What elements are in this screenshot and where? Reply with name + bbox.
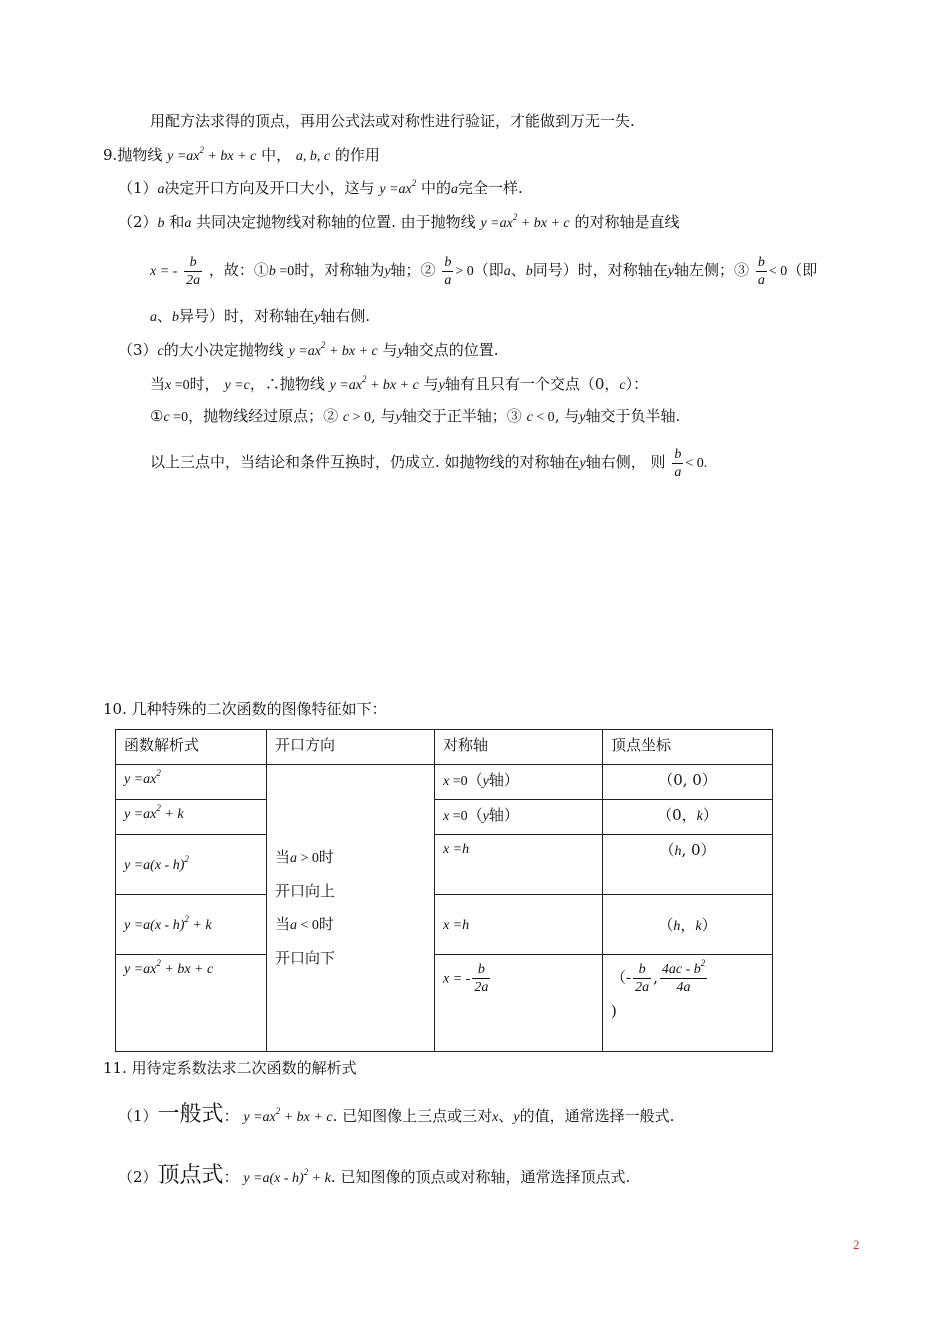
section-9-point-3-line-2: 当x =0时， y =c，∴抛物线 $y =ax^2$ + bx + c 与y轴有且只有一个交点（0，c）： [150,374,649,393]
page-number: 2 [853,1237,860,1252]
table-row: （- $\frac{b}{2a}$ , $\frac{4ac - b^2}{4a}$ ) [603,955,773,1052]
table-row: （0, 0） [603,765,773,800]
quadratic-features-table [115,729,773,1052]
table-row: x = - $\frac{b}{2a}$ [435,955,603,1052]
table-row: （h，k） [603,895,773,955]
table-row: $y =ax^2$ + bx + c [116,955,267,1052]
section-11-vertex-form: （2）顶点式： y =a(x - h)$^2$ + k. 已知图像的顶点或对称轴，通常选择顶点式. [118,1163,631,1188]
table-row: y =a(x - h)$^2$ + k [116,895,267,955]
table-row: $y =ax^2$ [116,765,267,800]
table-row: $y =ax^2 + k$ [116,800,267,835]
section-9-point-3-line-3: ①c =0，抛物线经过原点；② c > 0, 与y轴交于正半轴；③ c < 0, 与y轴交于负半轴. [150,407,681,425]
opening-direction-cell: 当a > 0时 开口向上 当a < 0时 开口向下 [267,765,435,1052]
section-10-title: 10. 几种特殊的二次函数的图像特征如下： [103,700,387,718]
table-row: y =a(x - h)$^2$ [116,835,267,895]
section-9-title: 9.抛物线 $y =ax^2$ + bx + c 中， a, b, c 的作用 [103,145,380,164]
section-11-title: 11. 用待定系数法求二次函数的解析式 [103,1059,357,1077]
table-row: （h, 0） [603,835,773,895]
header-vertex: 顶点坐标 [603,730,773,765]
section-9-conclusion: 以上三点中，当结论和条件互换时，仍成立. 如抛物线的对称轴在y轴右侧， 则 $\frac{b}{a}$ < 0. [150,446,708,480]
table-row: x =h [435,835,603,895]
section-9-point-2-cases: x = - $\frac{b}{2a}$ ，故：①b =0时，对称轴为y轴；② $\frac{b}{a}$ > 0（即a、b同号）时，对称轴在y轴左侧；③ $\frac{b}{a}$ < 0（即 [150,254,818,288]
table-row: x =0（y轴） [435,765,603,800]
header-opening: 开口方向 [267,730,435,765]
section-9-point-3: （3）c的大小决定抛物线 $y =ax^2$ + bx + c 与y轴交点的位置. [118,340,499,359]
intro-text: 用配方法求得的顶点，再用公式法或对称性进行验证，才能做到万无一失. [150,112,635,130]
section-11-general-form: （1）一般式： $y =ax^2$ + bx + c. 已知图像上三点或三对x、y的值，通常选择一般式. [118,1102,675,1127]
section-9-point-2: （2）b 和a 共同决定抛物线对称轴的位置. 由于抛物线 $y =ax^2$ + bx + c 的对称轴是直线 [118,212,680,231]
section-9-point-1: （1）a决定开口方向及开口大小，这与 $y =ax^2$ 中的a完全一样. [118,178,523,197]
table-row: （0，k） [603,800,773,835]
header-axis: 对称轴 [435,730,603,765]
axis-fraction: $\frac{b}{2a}$ [186,254,201,288]
section-9-point-2-tail: a、b异号）时，对称轴在y轴右侧. [150,307,371,325]
header-function: 函数解析式 [116,730,267,765]
table-row: x =h [435,895,603,955]
table-row: x =0（y轴） [435,800,603,835]
